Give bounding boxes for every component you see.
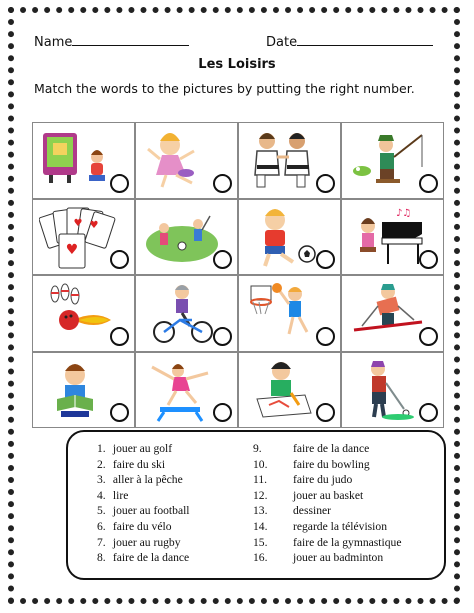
answer-circle[interactable]: [110, 250, 129, 269]
answer-circle[interactable]: [316, 250, 335, 269]
svg-text:♥: ♥: [89, 219, 99, 231]
list-item: 8. faire de la dance: [97, 551, 190, 565]
fishing-picture: [341, 122, 444, 199]
list-item: 13. dessiner: [253, 504, 331, 518]
piano-picture: [341, 199, 444, 276]
date-field[interactable]: [266, 33, 433, 50]
skiing-picture: [341, 275, 444, 352]
reading-picture: [32, 352, 135, 429]
date-line[interactable]: [297, 33, 433, 46]
answer-circle[interactable]: [213, 403, 232, 422]
answer-circle[interactable]: [213, 174, 232, 193]
drawing-picture: [238, 352, 341, 429]
date-label: Date: [266, 35, 298, 50]
answer-circle[interactable]: [316, 327, 335, 346]
judo-picture: [238, 122, 341, 199]
answer-circle[interactable]: [213, 250, 232, 269]
list-item: 11. faire du judo: [253, 473, 353, 487]
word-list-right: [253, 441, 402, 566]
list-item: 15. faire de la gymnastique: [253, 535, 402, 549]
word-list-left: [97, 441, 190, 566]
list-item: 2. faire du ski: [97, 457, 166, 471]
picture-grid: [32, 122, 444, 428]
page-title: Les Loisirs: [198, 57, 276, 72]
gymnastics-picture: [135, 352, 238, 429]
list-item: 4. lire: [97, 488, 129, 502]
list-item: 10. faire du bowling: [253, 457, 370, 471]
list-item: 16. jouer au badminton: [253, 551, 384, 565]
list-item: 9. faire de la dance: [253, 442, 370, 455]
name-field[interactable]: [34, 33, 189, 50]
answer-circle[interactable]: [316, 403, 335, 422]
instructions: Match the words to the pictures by putting the right number.: [34, 81, 415, 96]
playing-cards-picture: [32, 199, 135, 276]
answer-circle[interactable]: [110, 327, 129, 346]
basketball-picture: [238, 275, 341, 352]
list-item: 5. jouer au football: [97, 504, 190, 518]
answer-circle[interactable]: [110, 403, 129, 422]
golf-picture: [341, 352, 444, 429]
list-item: 6. faire du vélo: [97, 519, 172, 533]
name-line[interactable]: [72, 33, 189, 46]
answer-circle[interactable]: [419, 174, 438, 193]
list-item: 12. jouer au basket: [253, 488, 364, 502]
name-label: Name: [34, 35, 73, 50]
answer-circle[interactable]: [419, 327, 438, 346]
svg-text:♥: ♥: [73, 217, 83, 229]
svg-text:♥: ♥: [65, 241, 79, 258]
answer-circle[interactable]: [316, 174, 335, 193]
list-item: 3. aller à la pêche: [97, 473, 183, 487]
answer-circle[interactable]: [110, 174, 129, 193]
football-picture: [238, 199, 341, 276]
list-item: 1. jouer au golf: [97, 442, 173, 455]
answer-circle[interactable]: [419, 403, 438, 422]
answer-circle[interactable]: [419, 250, 438, 269]
answer-circle[interactable]: [213, 327, 232, 346]
dance-picture: [135, 122, 238, 199]
list-item: 14. regarde la télévision: [253, 519, 387, 533]
children-playing-picture: [135, 199, 238, 276]
tv-watching-picture: [32, 122, 135, 199]
bowling-picture: [32, 275, 135, 352]
svg-text:♪♫: ♪♫: [396, 207, 412, 219]
list-item: 7. jouer au rugby: [97, 535, 181, 549]
cycling-picture: [135, 275, 238, 352]
